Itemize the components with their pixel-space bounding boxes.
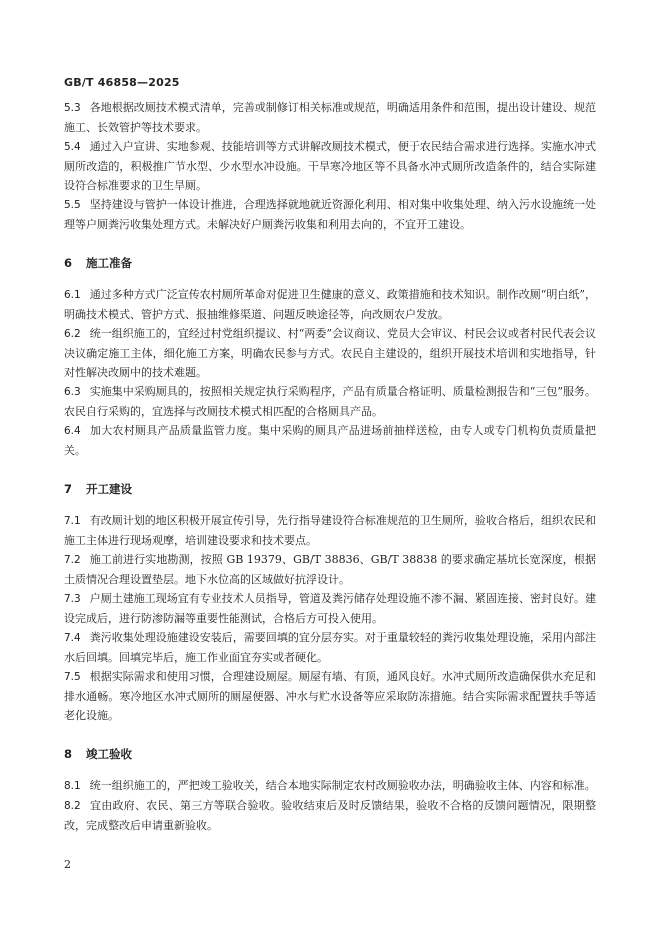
clause-paragraph: [64, 98, 596, 137]
section-title: 施工准备: [86, 256, 133, 270]
clause-number: 6.4: [64, 425, 81, 437]
clause-paragraph: [64, 511, 596, 550]
section-title: 开工建设: [86, 482, 133, 496]
document-body: [64, 98, 596, 835]
clause-text: 统一组织施工的，宜经过村党组织提议、村“两委”会议商议、党员大会审议、村民会议或者村民代表会议决议确定施工主体，细化施工方案，明确农民参与方式。农民自主建设的，组织开展技术培训和实地指导，针对性解决改厕中的技术难题。: [64, 327, 596, 379]
clause-text: 户厕土建施工现场宜有专业技术人员指导，管道及粪污储存处理设施不渗不漏、紧固连接、密封良好。建设完成后，进行防渗防漏等重要性能测试，合格后方可投入使用。: [64, 592, 596, 625]
clause-text: 通过入户宣讲、实地参观、技能培训等方式讲解改厕技术模式，便于农民结合需求进行选择。实施水冲式厕所改造的，积极推广节水型、少水型水冲设施。干旱寒冷地区等不具备水冲式厕所改造条件的，结合实际建设符合标准要求的卫生旱厕。: [64, 140, 596, 192]
clause-paragraph: [64, 421, 596, 460]
clause-paragraph: [64, 667, 596, 725]
clause-text: 坚持建设与管护一体设计推进，合理选择就地就近资源化利用、相对集中收集处理、纳入污水设施统一处理等户厕粪污收集处理方式。未解决好户厕粪污收集和利用去向的，不宜开工建设。: [64, 198, 596, 231]
clause-paragraph: [64, 796, 596, 835]
clause-text: 实施集中采购厕具的，按照相关规定执行采购程序，产品有质量合格证明、质量检测报告和“三包”服务。农民自行采购的，宜选择与改厕技术模式相匹配的合格厕具产品。: [64, 385, 596, 418]
clause-paragraph: [64, 776, 596, 796]
clause-number: 7.1: [64, 515, 81, 527]
clause-text: 加大农村厕具产品质量监管力度。集中采购的厕具产品进场前抽样送检，由专人或专门机构负责质量把关。: [64, 424, 596, 457]
clause-number: 7.5: [64, 671, 81, 683]
clause-number: 5.5: [64, 199, 81, 211]
section-heading: [64, 255, 596, 271]
clause-paragraph: [64, 382, 596, 421]
clause-text: 统一组织施工的，严把竣工验收关，结合本地实际制定农村改厕验收办法，明确验收主体、内容和标准。: [89, 779, 596, 792]
clause-number: 8.2: [64, 800, 81, 812]
clause-number: 6.1: [64, 289, 81, 301]
section-number: 8: [64, 747, 73, 761]
page-number: 2: [64, 858, 71, 871]
clause-number: 6.2: [64, 328, 81, 340]
clause-text: 施工前进行实地勘测，按照 GB 19379、GB/T 38836、GB/T 38838 的要求确定基坑长宽深度，根据土质情况合理设置垫层。地下水位高的区域做好抗浮设计。: [64, 553, 596, 586]
clause-number: 7.4: [64, 632, 81, 644]
section-heading: [64, 746, 596, 762]
section-number: 7: [64, 482, 73, 496]
clause-paragraph: [64, 285, 596, 324]
clause-text: 通过多种方式广泛宣传农村厕所革命对促进卫生健康的意义、政策措施和技术知识。制作改厕“明白纸”，明确技术模式、管护方式、报抽维修渠道、问题反映途径等，向改厕农户发放。: [64, 288, 596, 321]
clause-paragraph: [64, 195, 596, 234]
clause-number: 7.2: [64, 554, 81, 566]
clause-number: 8.1: [64, 780, 81, 792]
clause-paragraph: [64, 589, 596, 628]
clause-number: 5.3: [64, 102, 81, 114]
clause-text: 根据实际需求和使用习惯，合理建设厕屋。厕屋有墙、有顶，通风良好。水冲式厕所改造确保供水充足和排水通畅。寒冷地区水冲式厕所的厕屋便器、冲水与贮水设备等应采取防冻措施。结合实际需求配置扶手等适老化设施。: [64, 670, 596, 722]
clause-number: 6.3: [64, 386, 81, 398]
section-heading: [64, 481, 596, 497]
clause-text: 有改厕计划的地区积极开展宣传引导，先行指导建设符合标准规范的卫生厕所，验收合格后，组织农民和施工主体进行现场观摩，培训建设要求和技术要点。: [64, 514, 596, 547]
section-number: 6: [64, 256, 73, 270]
clause-text: 宜由政府、农民、第三方等联合验收。验收结束后及时反馈结果，验收不合格的反馈问题情况，限期整改，完成整改后申请重新验收。: [64, 799, 596, 832]
clause-text: 粪污收集处理设施建设安装后，需要回填的宜分层夯实。对于重量较轻的粪污收集处理设施，采用内部注水后回填。回填完毕后，施工作业面宜夯实或者硬化。: [64, 631, 596, 664]
clause-paragraph: [64, 324, 596, 382]
clause-paragraph: [64, 137, 596, 195]
section-title: 竣工验收: [86, 747, 133, 761]
clause-text: 各地根据改厕技术模式清单，完善或制修订相关标准或规范，明确适用条件和范围，提出设计建设、规范施工、长效管护等技术要求。: [64, 101, 596, 134]
clause-number: 7.3: [64, 593, 81, 605]
clause-paragraph: [64, 628, 596, 667]
document-header: GB/T 46858—2025: [64, 76, 180, 89]
clause-paragraph: [64, 550, 596, 589]
clause-number: 5.4: [64, 141, 81, 153]
